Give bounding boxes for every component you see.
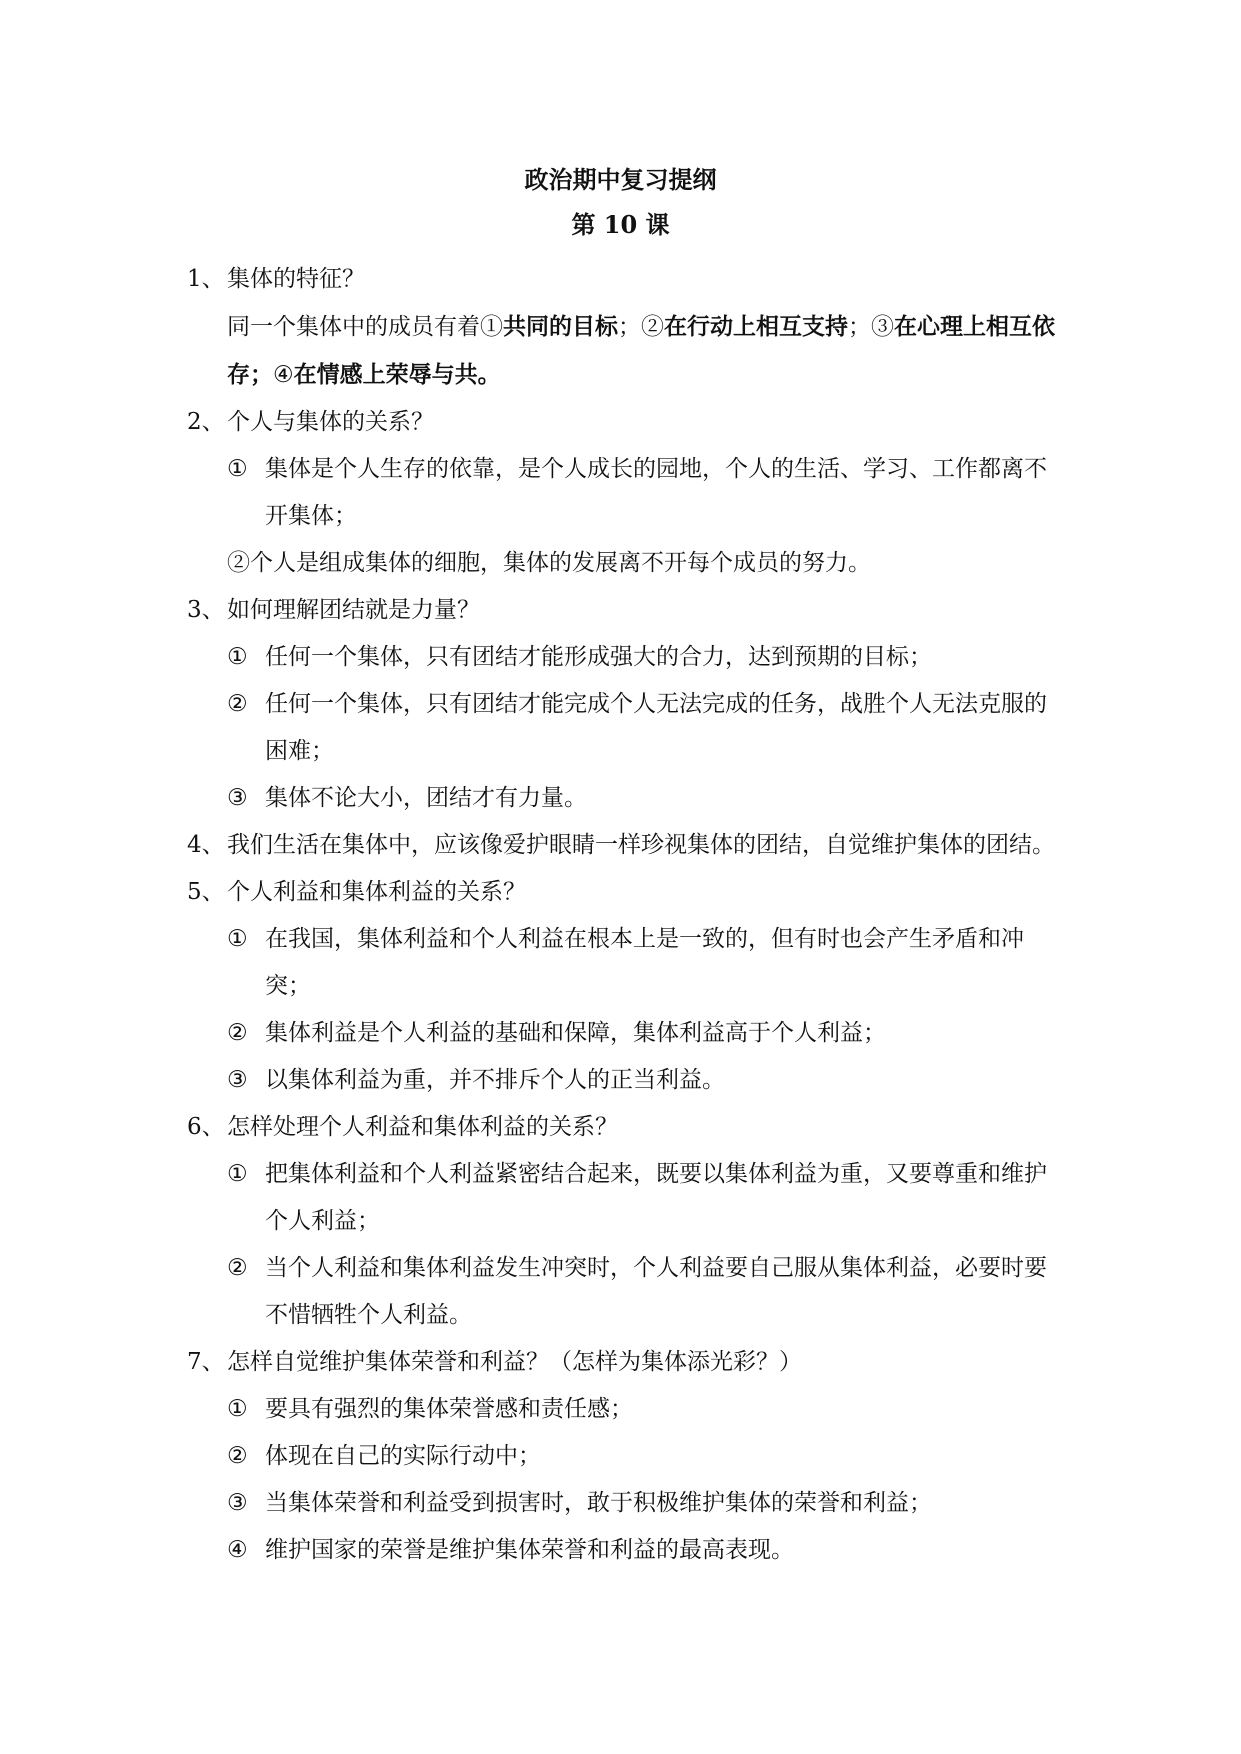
circled-marker: ③ — [871, 314, 894, 340]
question-text: 个人利益和集体利益的关系？ — [227, 879, 526, 905]
question-text: 集体的特征？ — [227, 266, 365, 292]
answer-item — [187, 1527, 1067, 1574]
answer-text: 当集体荣誉和利益受到损害时，敢于积极维护集体的荣誉和利益； — [265, 1490, 932, 1516]
answer-text: 体现在自己的实际行动中； — [265, 1443, 541, 1469]
circled-marker: ① — [480, 314, 503, 340]
circled-marker: ① — [227, 1161, 248, 1187]
answer-text: 要具有强烈的集体荣誉感和责任感； — [265, 1396, 633, 1422]
answer-text: 任何一个集体，只有团结才能完成个人无法完成的任务，战胜个人无法克服的困难； — [265, 691, 1047, 764]
question-6 — [187, 1104, 1067, 1151]
answer-text: 维护国家的荣誉是维护集体荣誉和利益的最高表现。 — [265, 1537, 794, 1563]
question-number: 4、 — [187, 832, 225, 858]
question-number: 2、 — [187, 409, 225, 435]
circled-marker: ③ — [227, 785, 248, 811]
answer-text: 集体是个人生存的依靠，是个人成长的园地，个人的生活、学习、工作都离不开集体； — [265, 456, 1047, 529]
question-text: 怎样处理个人利益和集体利益的关系？ — [227, 1114, 618, 1140]
question-text: 如何理解团结就是力量？ — [227, 597, 480, 623]
question-5 — [187, 869, 1067, 916]
answer-item — [187, 1433, 1067, 1480]
separator: ； — [848, 314, 871, 340]
separator: ； — [618, 314, 641, 340]
answer-lead: 同一个集体中的成员有着 — [227, 314, 480, 340]
answer-item — [187, 1010, 1067, 1057]
answer-item — [187, 446, 1067, 540]
circled-marker: ② — [227, 1020, 248, 1046]
answer-text: 集体利益是个人利益的基础和保障，集体利益高于个人利益； — [265, 1020, 886, 1046]
bold-point: 共同的目标 — [503, 313, 618, 340]
answer-item — [187, 1151, 1067, 1245]
answer-item — [187, 916, 1067, 1010]
question-number: 1、 — [187, 266, 225, 292]
bold-point: 在情感上荣辱与共。 — [293, 361, 501, 388]
circled-marker: ① — [227, 456, 248, 482]
question-number: 3、 — [187, 597, 225, 623]
question-number: 5、 — [187, 879, 225, 905]
circled-marker: ② — [641, 314, 664, 340]
document-title: 政治期中复习提纲 — [524, 165, 717, 194]
question-2 — [187, 399, 1067, 446]
question-4 — [187, 822, 1067, 869]
answer-text: 当个人利益和集体利益发生冲突时，个人利益要自己服从集体利益，必要时要不惜牺牲个人利益。 — [265, 1255, 1047, 1328]
answer-text: 把集体利益和个人利益紧密结合起来，既要以集体利益为重，又要尊重和维护个人利益； — [265, 1161, 1047, 1234]
circled-marker: ④ — [273, 362, 294, 388]
bold-point: 在行动上相互支持 — [664, 313, 848, 340]
circled-marker: ① — [227, 926, 248, 952]
answer-item: ②个人是组成集体的细胞，集体的发展离不开每个成员的努力。 — [227, 550, 871, 576]
circled-marker: ③ — [227, 1067, 248, 1093]
answer-item — [187, 1057, 1067, 1104]
circled-marker: ② — [227, 691, 248, 717]
answer-item — [187, 1245, 1067, 1339]
answer-text: 以集体利益为重，并不排斥个人的正当利益。 — [265, 1067, 725, 1093]
question-text: 个人与集体的关系？ — [227, 409, 434, 435]
answer-item — [187, 775, 1067, 822]
circled-marker: ③ — [227, 1490, 248, 1516]
question-text: 我们生活在集体中，应该像爱护眼睛一样珍视集体的团结，自觉维护集体的团结。 — [227, 832, 1055, 858]
circled-marker: ④ — [227, 1537, 248, 1563]
question-text: 怎样自觉维护集体荣誉和利益？（怎样为集体添光彩？） — [227, 1349, 802, 1375]
outline-body — [187, 256, 1067, 1574]
question-7 — [187, 1339, 1067, 1386]
circled-marker: ② — [227, 1443, 248, 1469]
lesson-heading: 第 10 课 — [571, 210, 670, 239]
circled-marker: ② — [227, 1255, 248, 1281]
question-number: 6、 — [187, 1114, 225, 1140]
circled-marker: ① — [227, 644, 248, 670]
question-3 — [187, 587, 1067, 634]
question-1 — [187, 256, 1067, 303]
answer-item — [187, 1480, 1067, 1527]
circled-marker: ① — [227, 1396, 248, 1422]
answer-item — [187, 634, 1067, 681]
answer-paragraph — [187, 303, 1067, 399]
answer-text: 在我国，集体利益和个人利益在根本上是一致的，但有时也会产生矛盾和冲突； — [265, 926, 1024, 999]
answer-text: 任何一个集体，只有团结才能形成强大的合力，达到预期的目标； — [265, 644, 932, 670]
question-number: 7、 — [187, 1349, 225, 1375]
bold-point: 在心理上相互依存； — [227, 313, 1055, 388]
answer-item — [187, 1386, 1067, 1433]
answer-item — [187, 681, 1067, 775]
answer-text: 集体不论大小，团结才有力量。 — [265, 785, 587, 811]
